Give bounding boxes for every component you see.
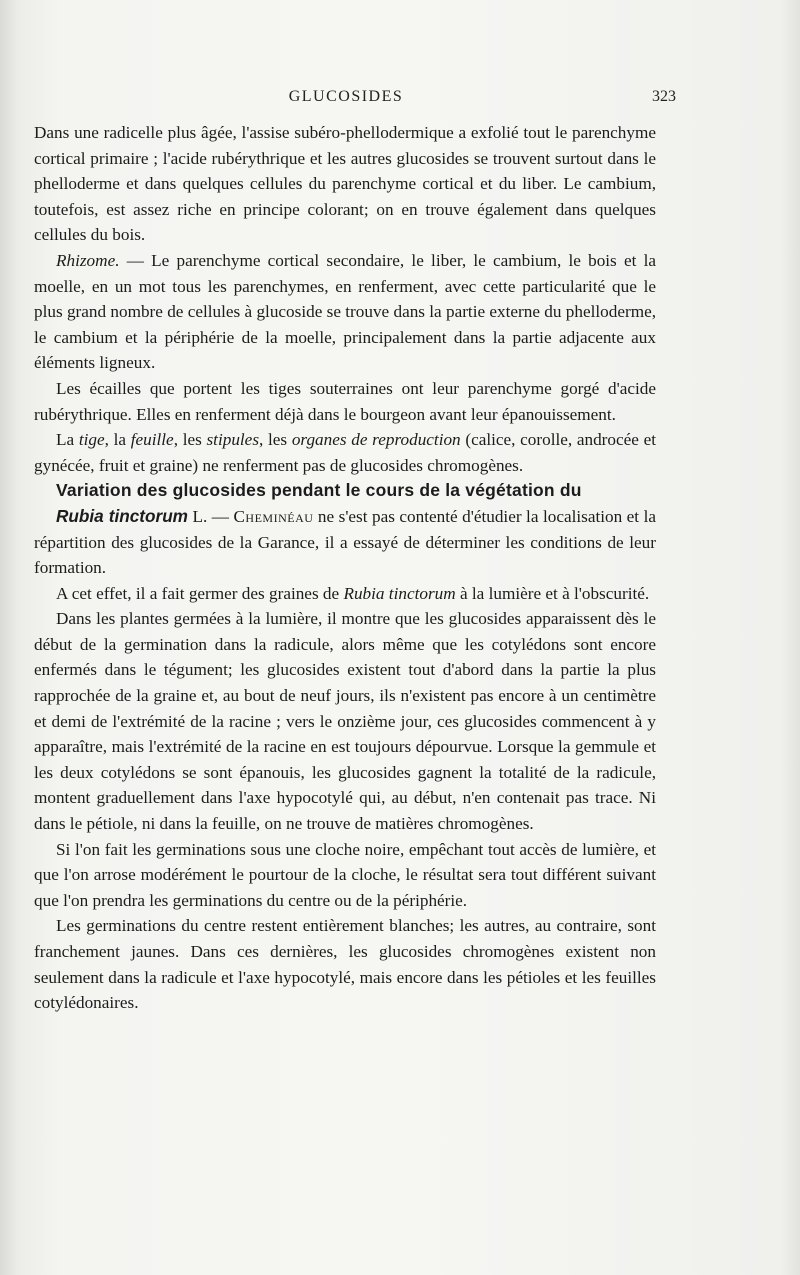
section-intro bbox=[34, 504, 656, 581]
paragraph-effet bbox=[34, 581, 656, 607]
italic-organes: organes de reproduction bbox=[291, 430, 461, 450]
text-fragment: La bbox=[56, 430, 79, 450]
paragraph-germinations: Les germinations du centre restent entièrement blanches; les autres, au contraire, sont franchement jaunes. Dans ces dernières, les glucosides chromogènes existent non seulement dans la radicule et l'axe hypocotylé, mais encore dans les pétioles et les feuilles cotylédonaires. bbox=[34, 916, 656, 1013]
author-name: Cheminéau bbox=[233, 506, 314, 526]
body-text bbox=[34, 120, 656, 1016]
text-fragment: , les bbox=[259, 430, 292, 450]
rhizome-label: Rhizome. bbox=[56, 250, 120, 270]
italic-species: Rubia tinctorum bbox=[343, 583, 456, 603]
page-number: 323 bbox=[652, 88, 676, 105]
text-fragment: , les bbox=[173, 430, 207, 450]
paragraph-radicelle: Dans une radicelle plus âgée, l'assise subéro-phellodermique a exfolié tout le parenchyme cortical primaire ; l'acide rubérythrique et les autres glucosides se trouvent surtout dans le phelloderme et dans quelques cellules du parenchyme cortical et du liber. Le cambium, toutefois, est assez riche en principe colorant; on en trouve également dans quelques cellules du bois. bbox=[34, 123, 656, 245]
paragraph-organes bbox=[34, 427, 656, 478]
text-fragment: (calice, corolle, androcée et gynécée, fruit et graine) ne renferment pas de glucosides chromogènes. bbox=[34, 430, 656, 475]
italic-stipules: stipules bbox=[206, 430, 260, 450]
rhizome-text: — Le parenchyme cortical secondaire, le liber, le cambium, le bois et la moelle, en un mot tous les parenchymes, en renferment, avec cette particularité que le plus grand nombre de cellules à glucoside se trouve dans la partie externe du phelloderme, le cambium et la périphérie de la moelle, principalement dans la partie adjacente aux éléments ligneux. bbox=[34, 250, 656, 373]
author-abbrev: L. — bbox=[187, 506, 234, 526]
italic-tige: tige bbox=[78, 430, 105, 450]
paragraph-ecailles: Les écailles que portent les tiges souterraines ont leur parenchyme gorgé d'acide rubérythrique. Elles en renferment déjà dans le bourgeon avant leur épanouissement. bbox=[34, 378, 656, 424]
page-header bbox=[36, 88, 676, 110]
text-fragment: , la bbox=[104, 430, 131, 450]
italic-feuille: feuille bbox=[130, 430, 174, 450]
text-fragment: à la lumière et à l'obscurité. bbox=[455, 583, 650, 603]
section-heading: Variation des glucosides pendant le cours de la végétation du bbox=[56, 480, 582, 501]
paragraph-rhizome bbox=[34, 248, 656, 376]
section-species: Rubia tinctorum bbox=[56, 505, 188, 526]
paragraph-cloche: Si l'on fait les germinations sous une cloche noire, empêchant tout accès de lumière, et que l'on arrose modérément le pourtour de la cloche, le résultat sera tout différent suivant que l'on prendra les germinations du centre ou de la périphérie. bbox=[34, 839, 656, 910]
paragraph-lumiere: Dans les plantes germées à la lumière, il montre que les glucosides apparaissent dès le début de la germination dans la radicule, alors même que les cotylédons sont encore enfermés dans le tégument; les glucosides existent tout d'abord dans la partie la plus rapprochée de la graine et, au bout de neuf jours, ils n'existent pas encore à un centimètre et demi de l'extrémité de la racine ; vers le onzième jour, ces glucosides commencent à y apparaître, mais l'extrémité de la racine en est toujours dépourvue. Lorsque la gemmule et les deux cotylédons se sont épanouis, les glucosides gagnent la totalité de la radicule, montent graduellement dans l'axe hypocotylé qui, au début, n'en contenait pas trace. Ni dans le pétiole, ni dans la feuille, on ne trouve de matières chromogènes. bbox=[34, 609, 656, 834]
section-intro-text: ne s'est pas contenté d'étudier la localisation et la répartition des glucosides de la Garance, il a essayé de déterminer les conditions de leur formation. bbox=[34, 506, 656, 578]
text-fragment: A cet effet, il a fait germer des graines de bbox=[56, 583, 344, 603]
running-title: GLUCOSIDES bbox=[288, 88, 404, 105]
